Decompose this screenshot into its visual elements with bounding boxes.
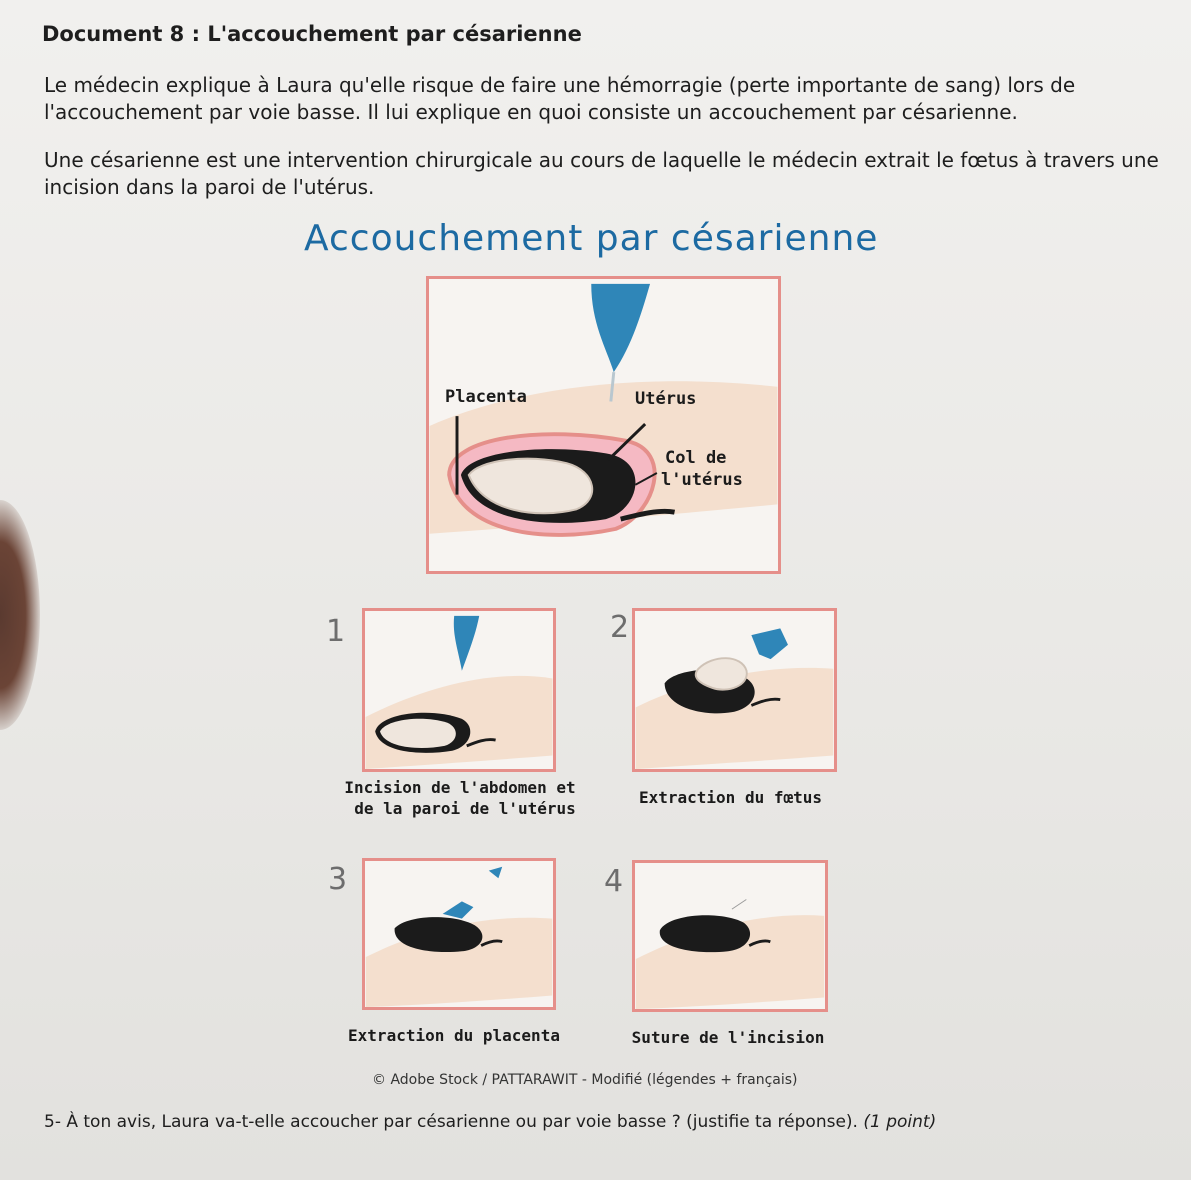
- step-panel-4: [632, 860, 828, 1012]
- step-caption-1-line1: Incision de l'abdomen et: [344, 778, 576, 797]
- finger-shadow: [0, 500, 40, 730]
- figure-title: Accouchement par césarienne: [304, 218, 879, 259]
- step-caption-2: Extraction du fœtus: [638, 788, 823, 807]
- label-col-line2: l'utérus: [661, 470, 743, 490]
- label-uterus: Utérus: [635, 389, 697, 409]
- step-number-2: 2: [610, 610, 630, 645]
- main-diagram-panel: [426, 276, 781, 574]
- incision-illustration: [365, 611, 553, 769]
- definition-paragraph: Une césarienne est une intervention chirurgicale au cours de laquelle le médecin extrait le fœtus à travers une incision dans la paroi de l'utérus.: [44, 148, 1159, 199]
- image-credit: © Adobe Stock / PATTARAWIT - Modifié (légendes + français): [372, 1072, 798, 1088]
- question-text: 5- À ton avis, Laura va-t-elle accoucher par césarienne ou par voie basse ? (justifie ta réponse).: [44, 1112, 858, 1132]
- label-col-line1: Col de: [665, 448, 727, 468]
- step-caption-4: Suture de l'incision: [631, 1028, 825, 1047]
- step-number-1: 1: [326, 614, 346, 649]
- intro-paragraph: Le médecin explique à Laura qu'elle risque de faire une hémorragie (perte importante de sang) lors de l'accouchement par voie basse. Il lui explique en quoi consiste un accouchement par césarienne.: [44, 73, 1076, 124]
- step-panel-2: [632, 608, 837, 772]
- document-title: Document 8 : L'accouchement par césarienne: [42, 22, 582, 46]
- step-panel-1: [362, 608, 556, 772]
- step-panel-3: [362, 858, 556, 1010]
- step-number-4: 4: [604, 864, 624, 899]
- label-placenta: Placenta: [445, 387, 527, 407]
- step-caption-1-line2: de la paroi de l'utérus: [354, 799, 576, 818]
- step-caption-3: Extraction du placenta: [348, 1026, 560, 1045]
- fetus-extraction-illustration: [635, 611, 834, 769]
- uterus-diagram: [429, 279, 778, 571]
- suture-illustration: [635, 863, 825, 1009]
- step-number-3: 3: [328, 862, 348, 897]
- question-5: [44, 1112, 936, 1132]
- question-points: (1 point): [863, 1112, 937, 1132]
- placenta-extraction-illustration: [365, 861, 553, 1007]
